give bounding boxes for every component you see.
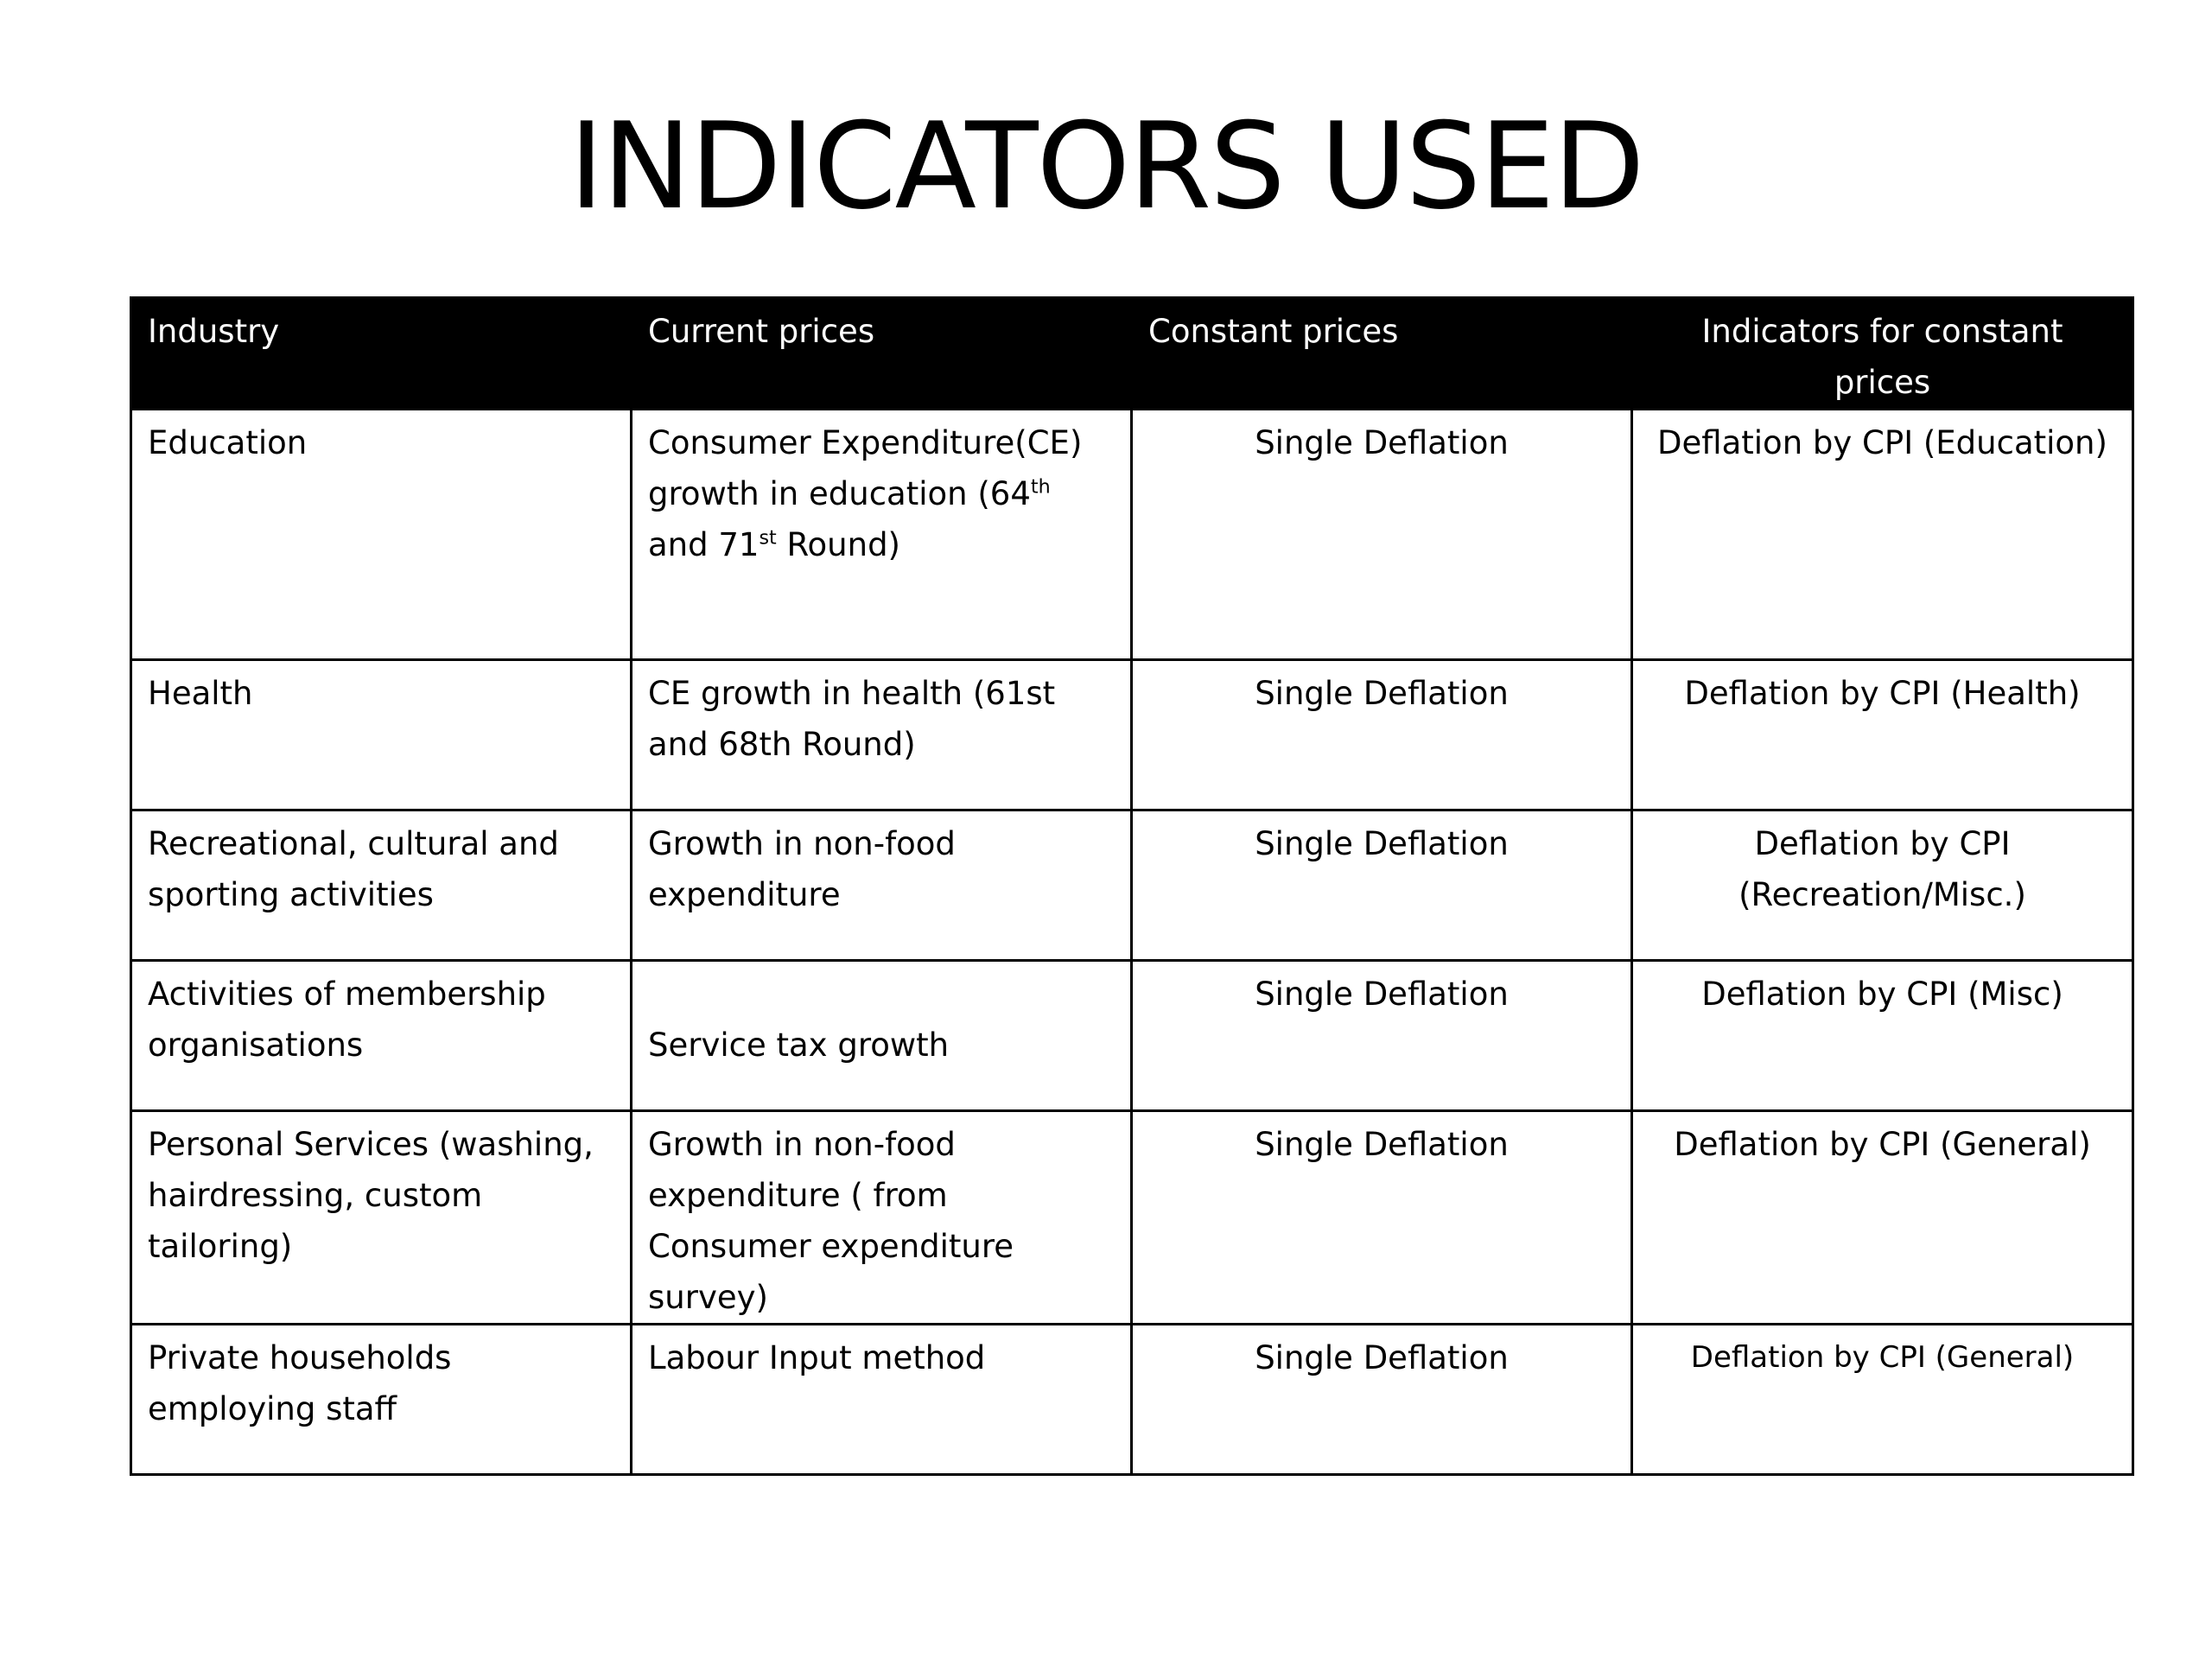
cell-indicator: Deflation by CPI (Health) [1632, 660, 2133, 810]
cell-text: Consumer Expenditure(CE) growth in education (64 [648, 424, 1083, 512]
cell-industry: Health [131, 660, 632, 810]
cell-current-prices [632, 961, 1132, 1111]
cell-constant-prices: Single Deflation [1132, 1325, 1632, 1475]
table-row [131, 410, 2133, 660]
table-header-row [131, 298, 2133, 410]
table-row [131, 660, 2133, 810]
cell-text: Round) [776, 526, 900, 563]
cell-indicator: Deflation by CPI (General) [1632, 1111, 2133, 1325]
cell-industry: Private households employing staff [131, 1325, 632, 1475]
header-indicators-constant-prices: Indicators for constant prices [1632, 298, 2133, 410]
table-row [131, 810, 2133, 961]
cell-indicator: Deflation by CPI (Recreation/Misc.) [1632, 810, 2133, 961]
blank-line [648, 969, 1115, 1020]
table-row [131, 961, 2133, 1111]
cell-industry: Personal Services (washing, hairdressing, custom tailoring) [131, 1111, 632, 1325]
cell-text: Service tax growth [648, 1027, 950, 1064]
cell-text: and 71 [648, 526, 760, 563]
cell-industry: Recreational, cultural and sporting activities [131, 810, 632, 961]
cell-current-prices: Growth in non-food expenditure ( from Consumer expenditure survey) [632, 1111, 1132, 1325]
cell-current-prices: Labour Input method [632, 1325, 1132, 1475]
header-industry: Industry [131, 298, 632, 410]
superscript: st [759, 526, 777, 550]
table-row [131, 1325, 2133, 1475]
cell-indicator: Deflation by CPI (Misc) [1632, 961, 2133, 1111]
cell-indicator: Deflation by CPI (General) [1632, 1325, 2133, 1475]
slide-title: INDICATORS USED [569, 97, 1643, 236]
cell-constant-prices: Single Deflation [1132, 660, 1632, 810]
cell-current-prices [632, 410, 1132, 660]
header-current-prices: Current prices [632, 298, 1132, 410]
cell-constant-prices: Single Deflation [1132, 1111, 1632, 1325]
cell-constant-prices: Single Deflation [1132, 810, 1632, 961]
cell-current-prices: CE growth in health (61st and 68th Round) [632, 660, 1132, 810]
cell-industry: Activities of membership organisations [131, 961, 632, 1111]
header-constant-prices: Constant prices [1132, 298, 1632, 410]
cell-industry: Education [131, 410, 632, 660]
table-row [131, 1111, 2133, 1325]
cell-constant-prices: Single Deflation [1132, 410, 1632, 660]
cell-indicator: Deflation by CPI (Education) [1632, 410, 2133, 660]
superscript: th [1030, 475, 1051, 499]
cell-constant-prices: Single Deflation [1132, 961, 1632, 1111]
cell-current-prices: Growth in non-food expenditure [632, 810, 1132, 961]
indicators-table [130, 296, 2134, 1476]
